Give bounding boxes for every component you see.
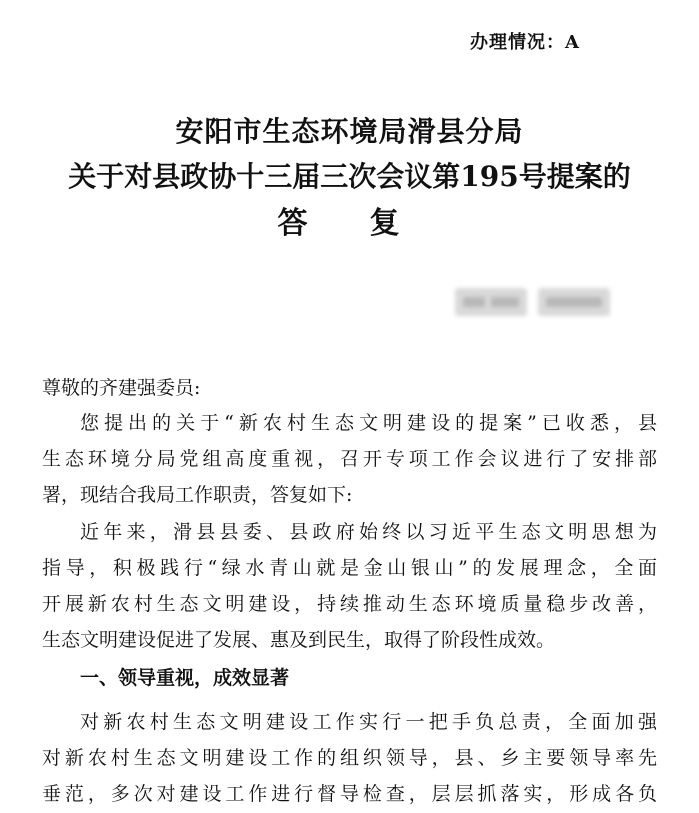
paragraph-line: 指导，积极践行“绿水青山就是金山银山”的发展理念，全面 [42,557,657,579]
paragraph-line: 您提出的关于“新农村生态文明建设的提案”已收悉，县 [80,412,657,434]
paragraph-line: 对新农村生态文明建设工作的组织领导，县、乡主要领导率先 [42,747,657,769]
handling-status-label: 办理情况：A [470,32,580,53]
title-line-3: 答复 [277,206,462,241]
title-line-1: 安阳市生态环境局滑县分局 [175,115,524,148]
paragraph-3 [42,704,657,812]
paragraph-line: 生态环境分局党组高度重视，召开专项工作会议进行了安排部 [42,448,657,470]
paragraph-line: 生态文明建设促进了发展、惠及到民生，取得了阶段性成效。 [42,629,556,651]
salutation [42,370,657,406]
paragraph-line: 近年来，滑县县委、县政府始终以习近平生态文明思想为 [80,521,657,543]
paragraph-line: 署，现结合我局工作职责，答复如下: [42,484,353,506]
paragraph-2 [42,514,657,658]
section-heading [42,660,657,696]
paragraph-1 [42,405,657,513]
paragraph-line: 开展新农村生态文明建设，持续推动生态环境质量稳步改善， [42,593,657,615]
paragraph-line: 对新农村生态文明建设工作实行一把手负总责，全面加强 [80,711,657,733]
redacted-block [538,288,610,316]
salutation-text: 尊敬的齐建强委员: [42,377,201,399]
section-heading-text: 一、领导重视，成效显著 [80,667,290,689]
paragraph-line: 垂范，多次对建设工作进行督导检查，层层抓落实，形成各负 [42,783,657,805]
redacted-block [455,288,527,316]
title-line-2: 关于对县政协十三届三次会议第195号提案的 [68,160,631,193]
